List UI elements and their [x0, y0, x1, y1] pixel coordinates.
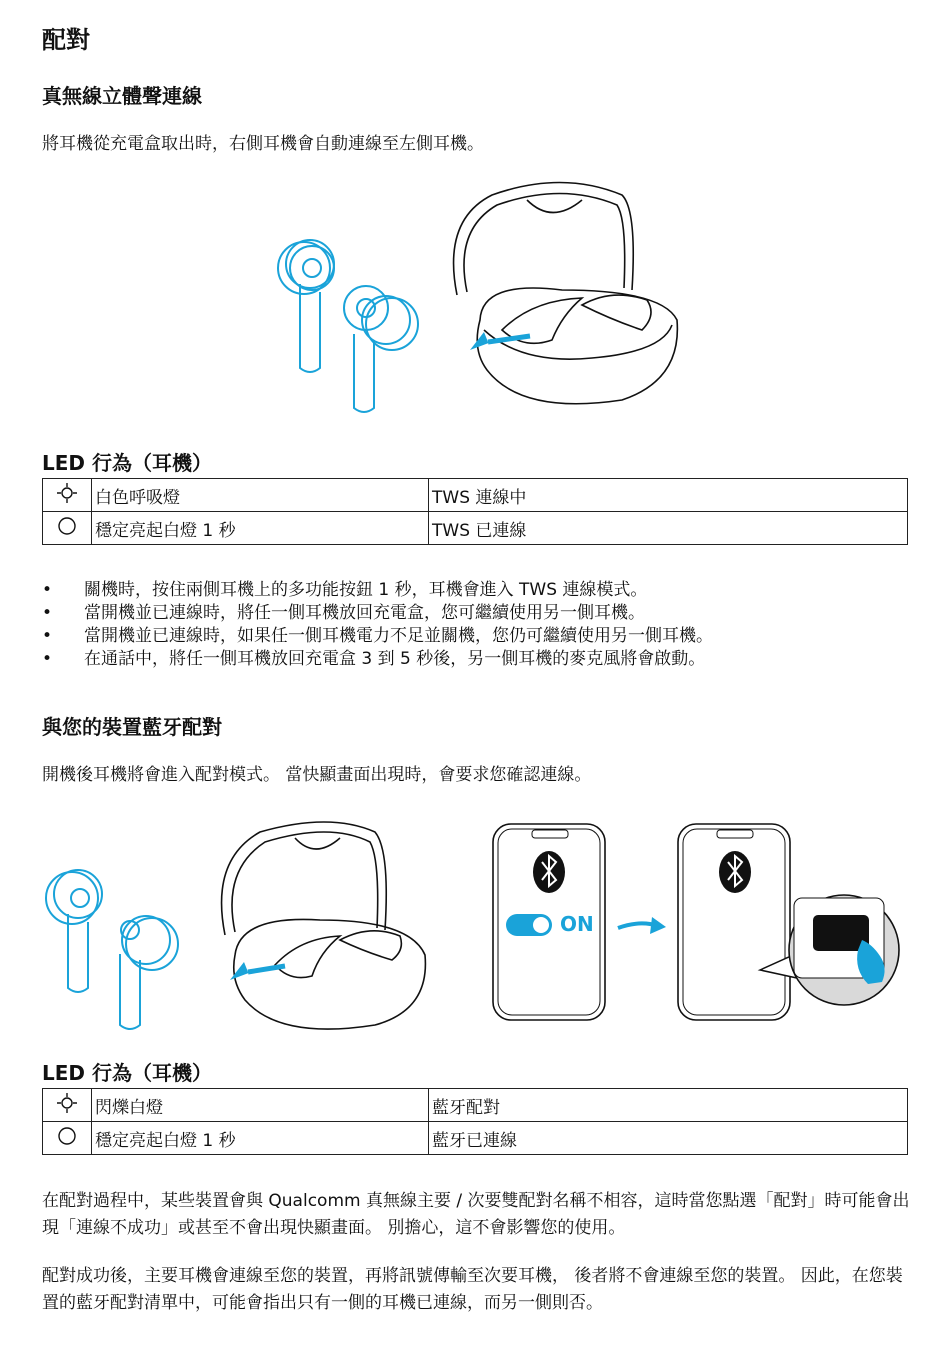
- led-table-1-heading: LED 行為（耳機）: [42, 451, 212, 475]
- led-table-2: [42, 1088, 908, 1155]
- led-state: 穩定亮起白燈 1 秒: [92, 512, 429, 545]
- bluetooth-toggle-label: ON: [560, 912, 594, 936]
- table-row: [43, 479, 908, 512]
- led-meaning: 藍牙配對: [429, 1089, 908, 1122]
- tws-intro: 將耳機從充電盒取出時，右側耳機會自動連線至左側耳機。: [42, 134, 484, 154]
- tws-heading: 真無線立體聲連線: [42, 84, 202, 108]
- tips-list: [42, 579, 902, 671]
- table-row: [43, 1122, 908, 1155]
- led-state: 白色呼吸燈: [92, 479, 429, 512]
- list-item: • 當開機並已連線時，將任一側耳機放回充電盒，您可繼續使用另一側耳機。: [42, 602, 902, 625]
- list-item: • 關機時，按住兩側耳機上的多功能按鈕 1 秒，耳機會進入 TWS 連線模式。: [42, 579, 902, 602]
- earbuds-case-illustration: [262, 180, 692, 415]
- led-state: 穩定亮起白燈 1 秒: [92, 1122, 429, 1155]
- solid-circle-icon: [57, 521, 77, 541]
- blink-light-icon: [57, 488, 77, 508]
- pair-heading: 與您的裝置藍牙配對: [42, 715, 222, 739]
- led-state: 閃爍白燈: [92, 1089, 429, 1122]
- compat-note: 在配對過程中，某些裝置會與 Qualcomm 真無線主要 / 次要雙配對名稱不相容，這時當您點選「配對」時可能會出現「連線不成功」或甚至不會出現快顯畫面。 別擔心，這不會影響您的使用。: [42, 1191, 910, 1238]
- list-item: • 當開機並已連線時，如果任一側耳機電力不足並關機，您仍可繼續使用另一側耳機。: [42, 625, 902, 648]
- blink-light-icon: [57, 1098, 77, 1118]
- led-meaning: TWS 已連線: [429, 512, 908, 545]
- table-row: [43, 1089, 908, 1122]
- solid-circle-icon: [57, 1131, 77, 1151]
- led-table-2-heading: LED 行為（耳機）: [42, 1061, 212, 1085]
- led-meaning: TWS 連線中: [429, 479, 908, 512]
- page-title: 配對: [42, 26, 90, 54]
- table-row: [43, 512, 908, 545]
- led-table-1: [42, 478, 908, 545]
- primary-note: 配對成功後，主要耳機會連線至您的裝置，再將訊號傳輸至次要耳機， 後者將不會連線至您的裝置。 因此，在您裝置的藍牙配對清單中，可能會指出只有一側的耳機已連線，而另一側則否。: [42, 1266, 903, 1313]
- led-meaning: 藍牙已連線: [429, 1122, 908, 1155]
- pair-intro: 開機後耳機將會進入配對模式。 當快顯畫面出現時，會要求您確認連線。: [42, 765, 592, 785]
- list-item: • 在通話中，將任一側耳機放回充電盒 3 到 5 秒後，另一側耳機的麥克風將會啟動。: [42, 648, 902, 671]
- pairing-illustration: [40, 820, 910, 1035]
